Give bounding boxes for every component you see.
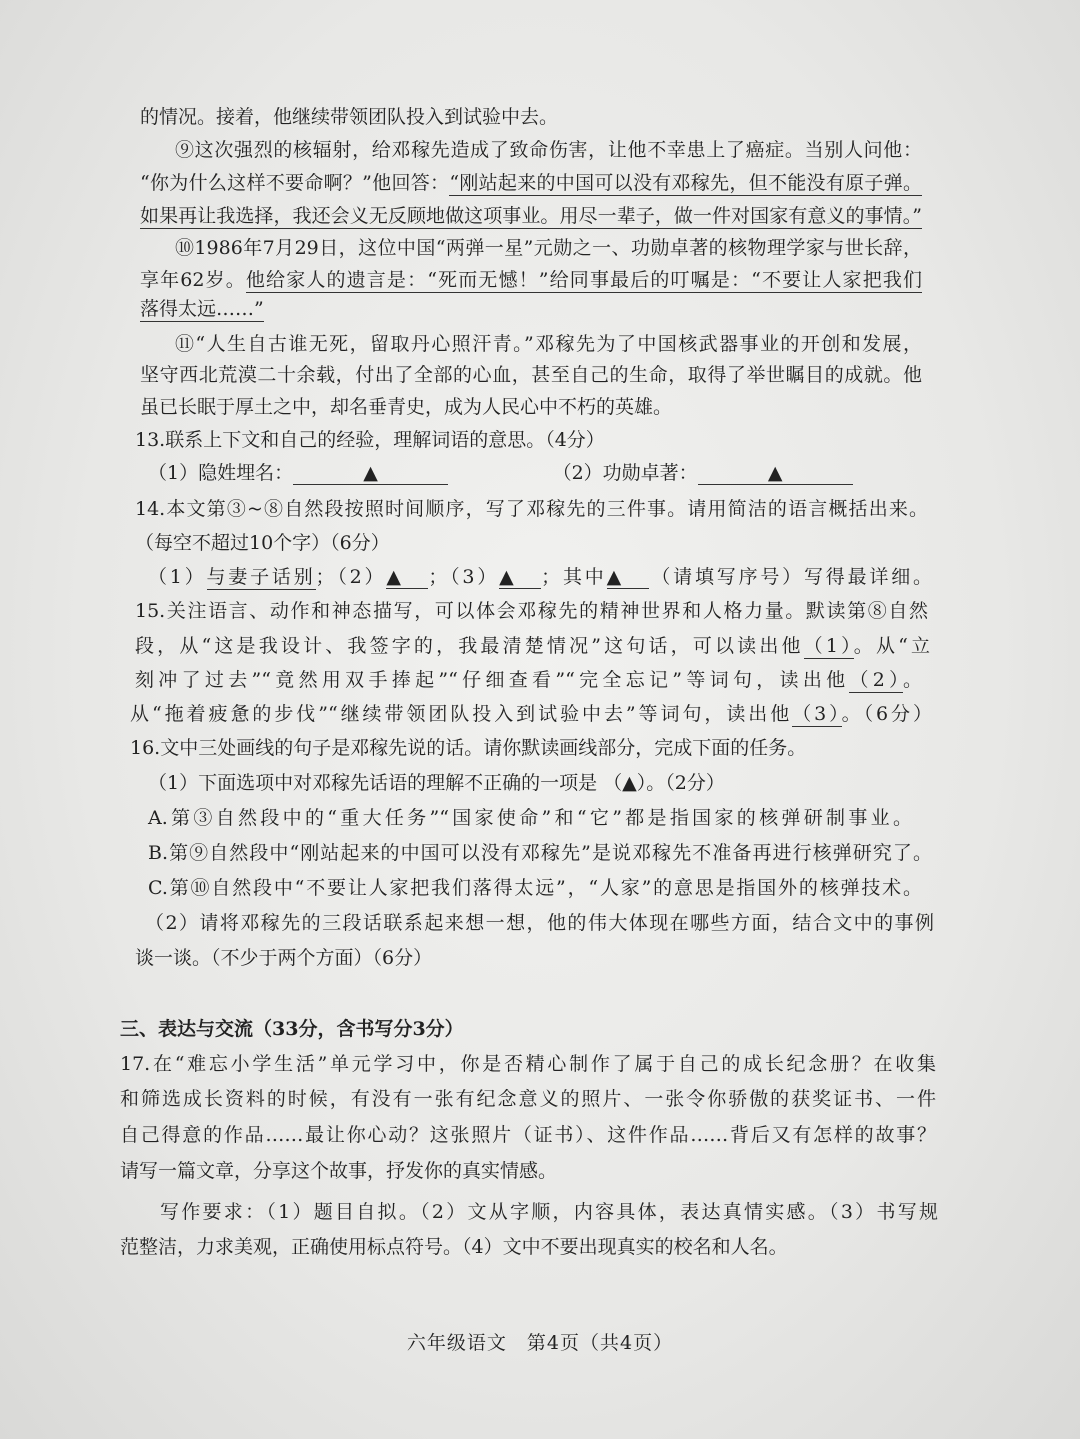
text-line bbox=[148, 460, 853, 486]
text-line bbox=[140, 104, 558, 130]
text-segment: 请写一篇文章，分享这个故事，抒发你的真实情感。 bbox=[120, 1160, 558, 1182]
answer-blank: ▲ bbox=[293, 462, 448, 485]
underlined-text: 与妻子话别 bbox=[206, 566, 316, 588]
text-segment: B.第⑨自然段中“刚站起来的中国可以没有邓稼先”是说邓稼先不准备再进行核弹研究了。 bbox=[148, 842, 932, 864]
text-segment: 虽已长眠于厚土之中，却名垂青史，成为人民心中不朽的英雄。 bbox=[140, 396, 673, 418]
underlined-text: “刚站起来的中国可以没有邓稼先，但不能没有原子弹。 bbox=[449, 172, 922, 194]
underlined-text: 落得太远……” bbox=[140, 298, 264, 320]
text-segment: 范整洁，力求美观，正确使用标点符号。（4）文中不要出现真实的校名和人名。 bbox=[120, 1236, 788, 1258]
text-line bbox=[140, 267, 922, 293]
text-segment: 坚守西北荒漠二十余载，付出了全部的心血，甚至自己的生命，取得了举世瞩目的成就。他 bbox=[140, 364, 922, 386]
text-line bbox=[120, 1158, 557, 1184]
text-line bbox=[130, 735, 806, 761]
text-segment: 16.文中三处画线的句子是邓稼先说的话。请你默读画线部分，完成下面的任务。 bbox=[130, 737, 807, 759]
text-segment: 的情况。接着，他继续带领团队投入到试验中去。 bbox=[140, 106, 559, 128]
text-segment: 。（6分） bbox=[841, 703, 932, 725]
text-segment: 谈一谈。（不少于两个方面）（6分） bbox=[135, 947, 433, 969]
text-line bbox=[135, 633, 930, 659]
text-segment: C.第⑩自然段中“不要让人家把我们落得太远”，“人家”的意思是指国外的核弹技术。 bbox=[148, 877, 922, 899]
text-segment: 从“拖着疲惫的步伐”“继续带领团队投入到试验中去”等词句，读出他 bbox=[130, 703, 793, 725]
text-segment: （请填写序号）写得最详细。 bbox=[648, 566, 932, 588]
text-segment: 享年62岁。 bbox=[140, 269, 246, 291]
text-line bbox=[135, 427, 605, 453]
text-segment: ⑨这次强烈的核辐射，给邓稼先造成了致命伤害，让他不幸患上了癌症。当别人问他： bbox=[175, 139, 922, 161]
text-line bbox=[148, 840, 932, 866]
text-segment: A.第③自然段中的“重大任务”“国家使命”和“它”都是指国家的核弹研制事业。 bbox=[148, 807, 912, 829]
text-segment: （2）请将邓稼先的三段话联系起来想一想，他的伟大体现在哪些方面，结合文中的事例 bbox=[145, 912, 934, 934]
text-line bbox=[148, 770, 725, 796]
text-line bbox=[148, 564, 932, 590]
text-segment: 13.联系上下文和自己的经验，理解词语的意思。（4分） bbox=[135, 429, 605, 451]
text-segment: 17.在“难忘小学生活”单元学习中，你是否精心制作了属于自己的成长纪念册？在收集 bbox=[120, 1053, 936, 1075]
text-segment: （每空不超过10个字）（6分） bbox=[135, 532, 390, 554]
text-segment: 14.本文第③~⑧自然段按照时间顺序，写了邓稼先的三件事。请用简洁的语言概括出来。 bbox=[135, 498, 928, 520]
text-line bbox=[175, 235, 922, 261]
text-segment: （1）下面选项中对邓稼先话语的理解不正确的一项是 （▲）。（2分） bbox=[148, 772, 725, 794]
text-segment: 和筛选成长资料的时候，有没有一张有纪念意义的照片、一张令你骄傲的获奖证书、一件 bbox=[120, 1088, 936, 1110]
text-segment: ⑪“人生自古谁无死，留取丹心照汗青。”邓稼先为了中国核武器事业的开创和发展， bbox=[175, 333, 922, 355]
underlined-text: （3） bbox=[792, 703, 842, 725]
text-segment: 15.关注语言、动作和神态描写，可以体会邓稼先的精神世界和人格力量。默读第⑧自然 bbox=[135, 600, 928, 622]
text-line bbox=[135, 530, 390, 556]
section-heading bbox=[120, 1016, 464, 1042]
answer-blank: ▲ bbox=[607, 566, 649, 589]
text-segment: ⑩1986年7月29日，这位中国“两弹一星”元勋之一、功勋卓著的核物理学家与世长辞， bbox=[175, 237, 922, 259]
text-segment: ；（2） bbox=[315, 566, 387, 588]
answer-blank: ▲ bbox=[386, 566, 428, 589]
text-line bbox=[140, 394, 672, 420]
text-segment: 段，从“这是我设计、我签字的，我最清楚情况”这句话，可以读出他 bbox=[135, 635, 804, 657]
text-line bbox=[120, 1051, 936, 1077]
text-line bbox=[130, 701, 932, 727]
text-segment: “你为什么这样不要命啊？”他回答： bbox=[140, 172, 450, 194]
text-line bbox=[160, 1199, 938, 1225]
answer-blank: ▲ bbox=[698, 462, 853, 485]
text-line bbox=[120, 1234, 788, 1260]
text-line bbox=[120, 1122, 936, 1148]
underlined-text: （2） bbox=[849, 669, 903, 691]
text-segment: （1）隐姓埋名： bbox=[148, 462, 294, 484]
text-segment: 自己得意的作品……最让你心动？这张照片（证书）、这件作品……背后又有怎样的故事？ bbox=[120, 1124, 936, 1146]
text-line bbox=[135, 945, 432, 971]
underlined-text: （1） bbox=[803, 635, 854, 657]
text-line bbox=[148, 875, 922, 901]
underlined-text: 他给家人的遗言是：“死而无憾！”给同事最后的叮嘱是：“不要让人家把我们 bbox=[245, 269, 922, 291]
answer-blank: ▲ bbox=[499, 566, 541, 589]
text-line bbox=[140, 170, 922, 196]
text-line bbox=[140, 203, 922, 229]
text-segment: 。 bbox=[903, 669, 923, 691]
underlined-text: 如果再让我选择，我还会义无反顾地做这项事业。用尽一辈子，做一件对国家有意义的事情。” bbox=[140, 205, 922, 227]
text-segment: （2）功勋卓著： bbox=[448, 462, 698, 484]
page-footer: 六年级语文 第4页（共4页） bbox=[406, 1332, 674, 1354]
text-segment: 刻冲了过去”“竟然用双手捧起”“仔细查看”“完全忘记”等词句，读出他 bbox=[135, 669, 850, 691]
text-line bbox=[175, 137, 922, 163]
text-line bbox=[140, 296, 264, 322]
text-line bbox=[145, 910, 934, 936]
text-segment: ；其中 bbox=[541, 566, 607, 588]
text-segment: 三、表达与交流（33分，含书写分3分） bbox=[120, 1018, 464, 1040]
text-line bbox=[175, 331, 922, 357]
text-line bbox=[120, 1086, 936, 1112]
text-line bbox=[135, 496, 928, 522]
text-line bbox=[148, 805, 912, 831]
text-line bbox=[135, 667, 922, 693]
text-segment: 。从“立 bbox=[853, 635, 931, 657]
text-segment: ；（3） bbox=[428, 566, 500, 588]
text-segment: 写作要求：（1）题目自拟。（2）文从字顺，内容具体，表达真情实感。（3）书写规 bbox=[160, 1201, 938, 1223]
text-line bbox=[135, 598, 928, 624]
text-segment: （1） bbox=[148, 566, 207, 588]
text-line bbox=[140, 362, 922, 388]
